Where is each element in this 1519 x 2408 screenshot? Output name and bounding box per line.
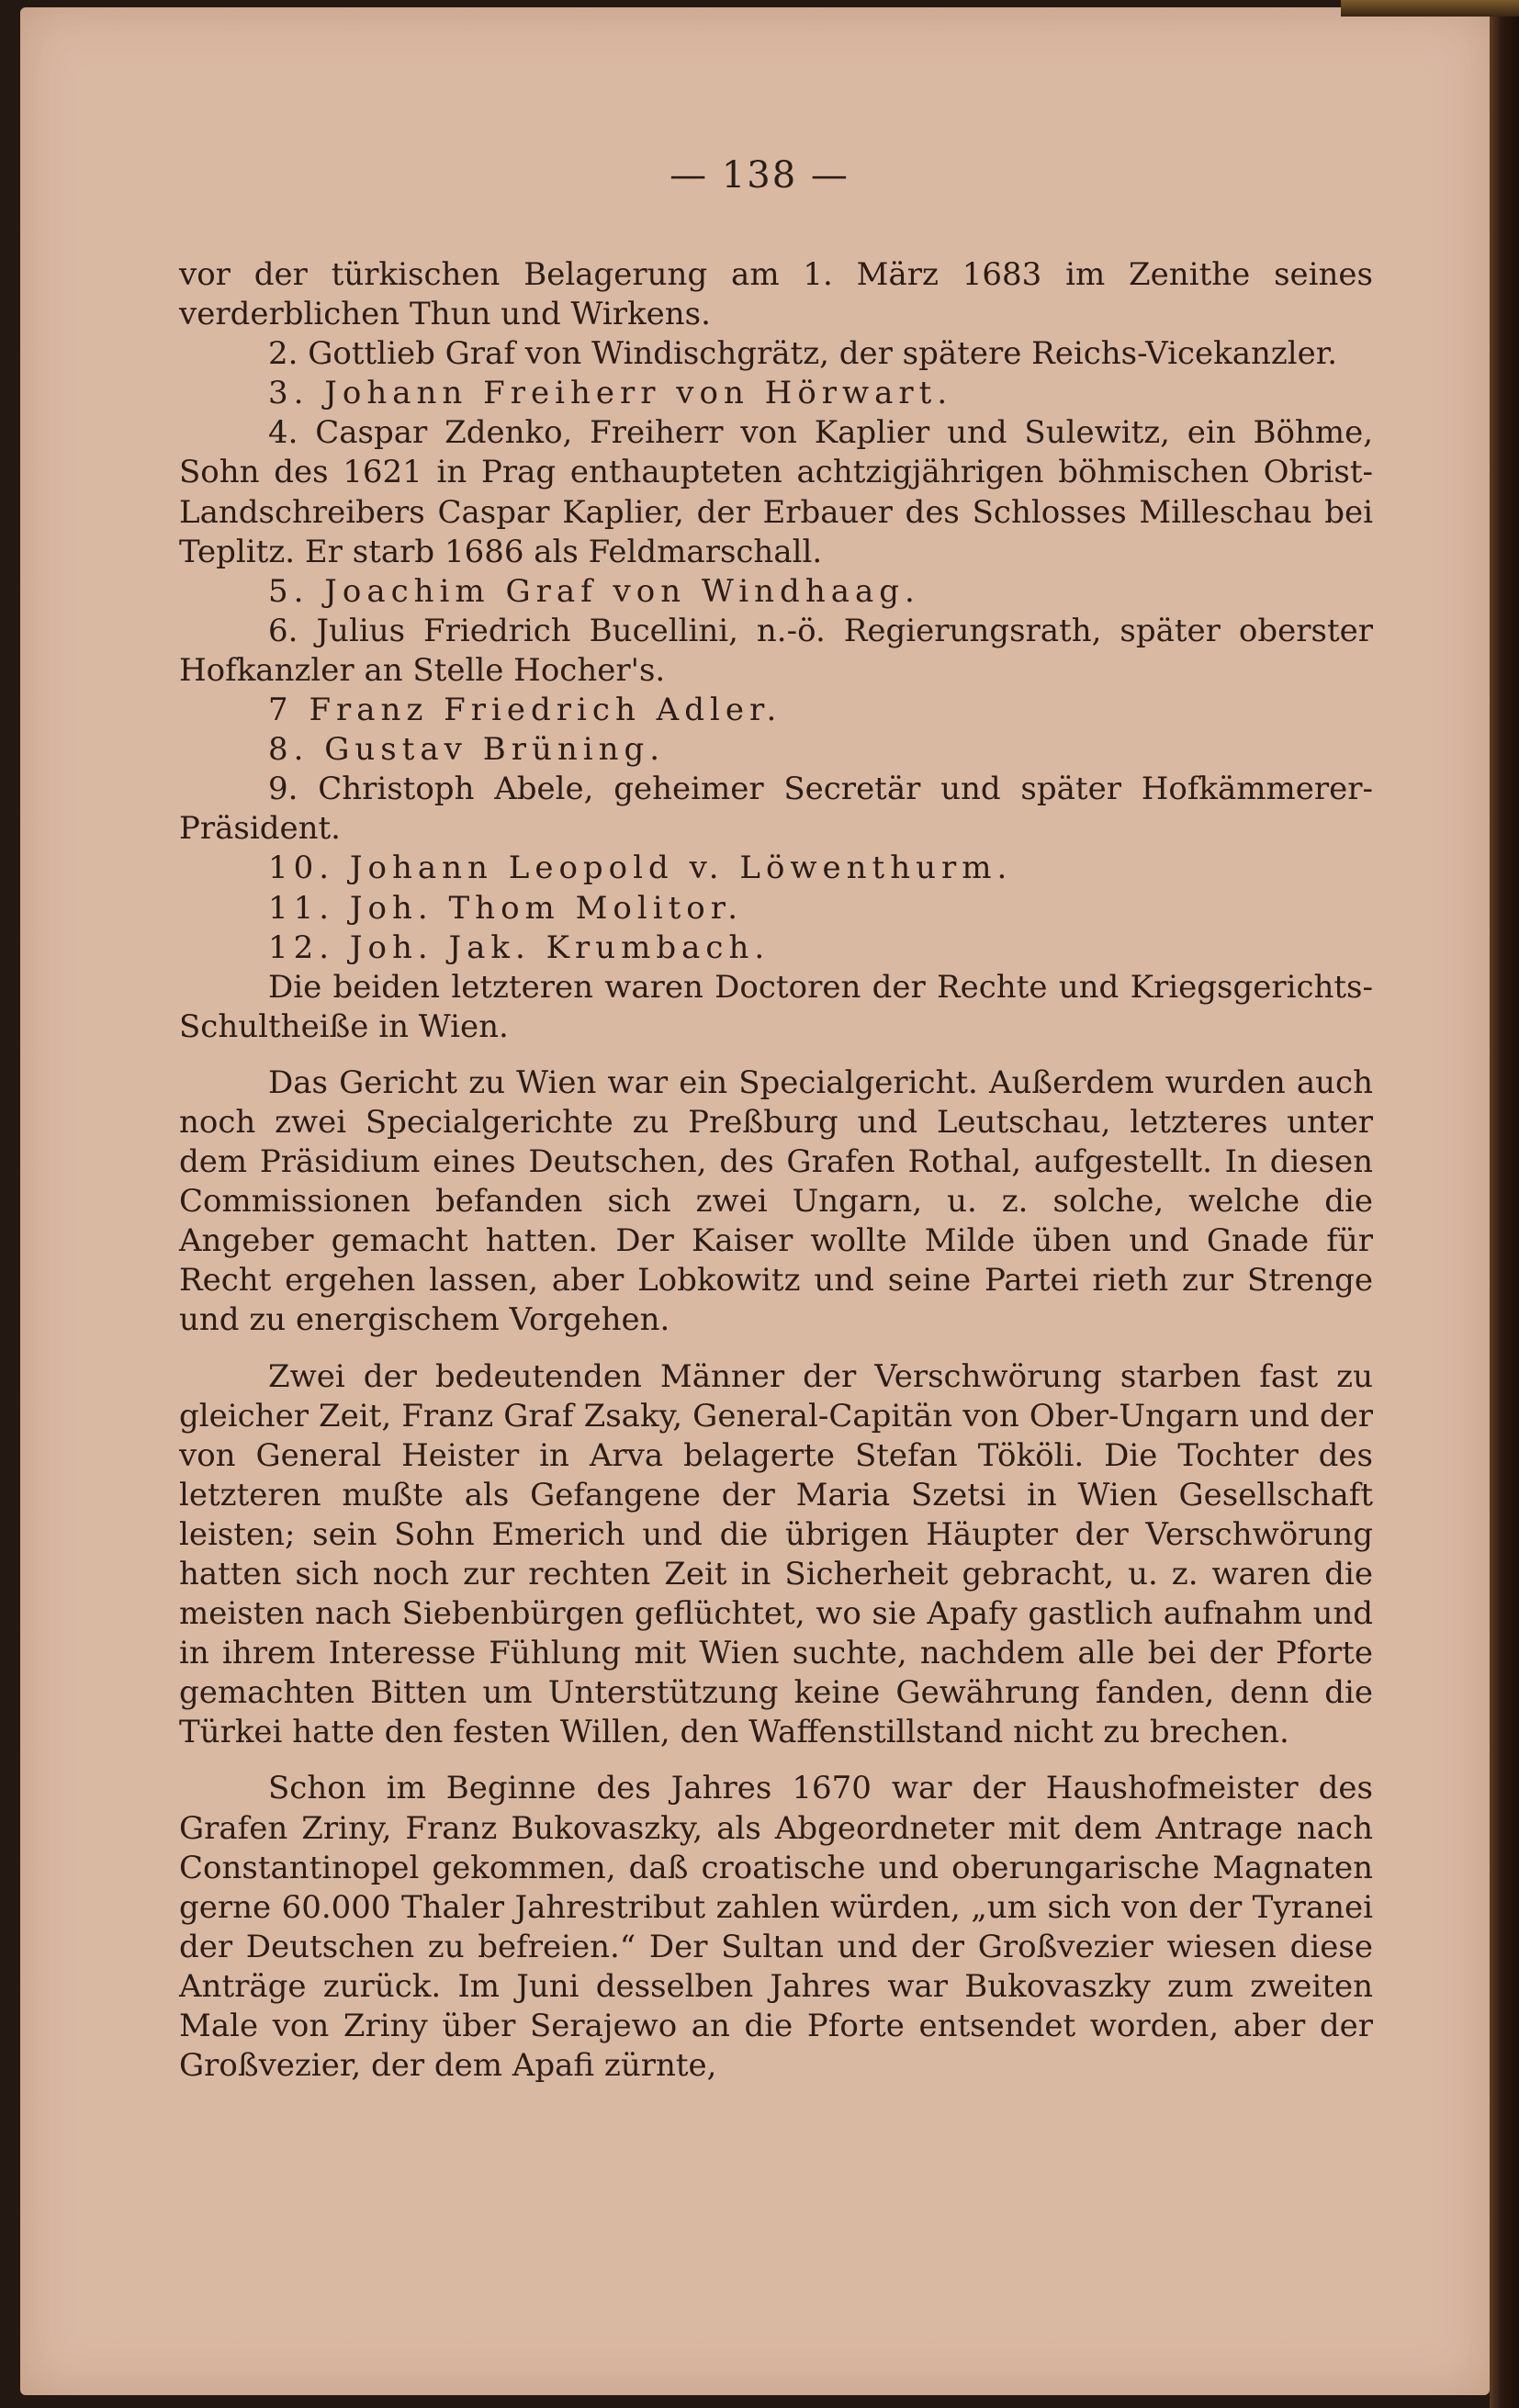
paragraph: Zwei der bedeutenden Männer der Verschwörung starben fast zu gleicher Zeit, Franz Graf Zsaky, General-Capitän von Ober-Ungarn und der von General Heister in Arva belagerte Stefan Tököli. Die Tochter des letzteren mußte als Gefangene der Maria Szetsi in Wien Gesellschaft leisten; sein Sohn Emerich und die übrigen Häupter der Verschwörung hatten sich noch zur rechten Zeit in Sicherheit gebracht, u. z. waren die meisten nach Siebenbürgen geflüchtet, wo sie Apafy gastlich aufnahm und in ihrem Interesse Fühlung mit Wien suchte, nachdem alle bei der Pforte gemachten Bitten um Unterstützung keine Gewährung fanden, denn die Türkei hatte den festen Willen, den Waffenstillstand nicht zu brechen. — [179, 1357, 1373, 1751]
paragraph: 5. Joachim Graf von Windhaag. — [268, 572, 920, 610]
paragraph: 9. Christoph Abele, geheimer Secretär und später Hofkämmerer-Präsident. — [179, 771, 1373, 848]
gilded-edge — [1341, 0, 1519, 17]
paragraph: 2. Gottlieb Graf von Windischgrätz, der spätere Reichs-Vicekanzler. — [268, 335, 1338, 373]
book-spine-edge — [1490, 0, 1519, 2408]
paragraph: 3. Johann Freiherr von Hörwart. — [268, 375, 953, 412]
body-text — [179, 255, 1373, 2086]
paragraph: Das Gericht zu Wien war ein Specialgericht. Außerdem wurden auch noch zwei Specialgerichte zu Preßburg und Leutschau, letzteres unter dem Präsidium eines Deutschen, des Grafen Rothal, aufgestellt. In diesen Commissionen befanden sich zwei Ungarn, u. z. solche, welche die Angeber gemacht hatten. Der Kaiser wollte Milde üben und Gnade für Recht ergehen lassen, aber Lobkowitz und seine Partei rieth zur Strenge und zu energischem Vorgehen. — [179, 1063, 1373, 1339]
paragraph: Schon im Beginne des Jahres 1670 war der Haushofmeister des Grafen Zriny, Franz Bukovaszky, als Abgeordneter mit dem Antrage nach Constantinopel gekommen, daß croatische und oberungarische Magnaten gerne 60.000 Thaler Jahrestribut zahlen würden, „um sich von der Tyranei der Deutschen zu befreien.“ Der Sultan und der Großvezier wiesen diese Anträge zurück. Im Juni desselben Jahres war Bukovaszky zum zweiten Male von Zriny über Serajewo an die Pforte entsendet worden, aber der Großvezier, der dem Apafi zürnte, — [179, 1770, 1373, 2085]
paragraph: 11. Joh. Thom Molitor. — [268, 889, 744, 927]
paragraph: vor der türkischen Belagerung am 1. März 1683 im Zenithe seines verderblichen Thun und Wirkens. — [179, 256, 1373, 333]
paragraph: 8. Gustav Brüning. — [268, 731, 666, 769]
paragraph: 4. Caspar Zdenko, Freiherr von Kaplier und Sulewitz, ein Böhme, Sohn des 1621 in Prag enthaupteten achtzigjährigen böhmischen Obrist-Landschreibers Caspar Kaplier, der Erbauer des Schlosses Milleschau bei Teplitz. Er starb 1686 als Feldmarschall. — [179, 414, 1373, 570]
page-number: — 138 — — [669, 154, 850, 197]
paragraph: Die beiden letzteren waren Doctoren der Rechte und Kriegsgerichts-Schultheiße in Wien. — [179, 968, 1373, 1045]
paragraph: 12. Joh. Jak. Krumbach. — [268, 928, 771, 966]
paragraph: 7 Franz Friedrich Adler. — [268, 692, 782, 729]
paragraph: 6. Julius Friedrich Bucellini, n.-ö. Regierungsrath, später oberster Hofkanzler an Stelle Hocher's. — [179, 612, 1373, 689]
paragraph: 10. Johann Leopold v. Löwenthurm. — [268, 850, 1013, 887]
